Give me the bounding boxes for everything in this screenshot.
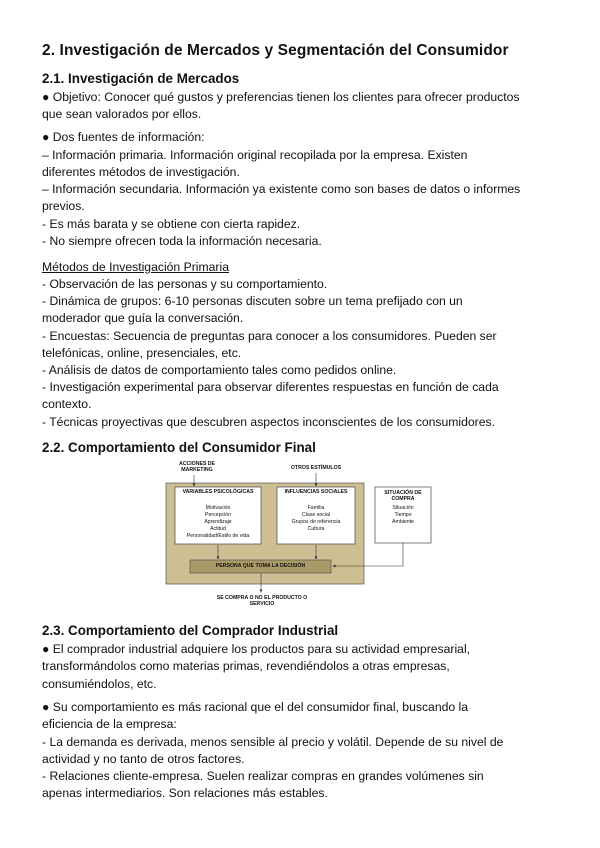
- paragraph-line: – Información primaria. Información original recopilada por la empresa. Existen: [42, 148, 468, 162]
- subsection-title-2-1: 2.1. Investigación de Mercados: [42, 71, 240, 86]
- paragraph-line: apenas intermediarios. Son relaciones más estables.: [42, 786, 328, 800]
- paragraph-line: - Es más barata y se obtiene con cierta rapidez.: [42, 217, 301, 231]
- paragraph-line: - Análisis de datos de comportamiento tales como pedidos online.: [42, 363, 397, 377]
- paragraph-line: - La demanda es derivada, menos sensible al precio y volátil. Depende de su nivel de: [42, 735, 504, 749]
- social-influences-title: INFLUENCIAS SOCIALES: [284, 489, 348, 495]
- paragraph-line: – Información secundaria. Información ya existente como son bases de datos o informes: [42, 182, 521, 196]
- paragraph-line: previos.: [42, 199, 85, 213]
- variable-item: Aprendizaje: [204, 519, 232, 525]
- decision-maker-label: PERSONA QUE TOMA LA DECISIÓN: [215, 563, 306, 569]
- subsection-title-2-2: 2.2. Comportamiento del Consumidor Final: [42, 440, 316, 455]
- subsection-title-2-3: 2.3. Comportamiento del Comprador Industrial: [42, 623, 339, 638]
- situation-item: Ambiente: [392, 519, 414, 525]
- paragraph-line: que sean valorados por ellos.: [42, 107, 202, 121]
- consumer-behavior-diagram: [160, 459, 470, 609]
- other-stimuli-label: OTROS ESTÍMULOS: [290, 465, 342, 471]
- variable-item: Actitud: [210, 526, 226, 532]
- paragraph-line: actividad y no tanto de otros factores.: [42, 752, 245, 766]
- purchase-outcome-label: SE COMPRA O NO EL PRODUCTO O SERVICIO: [216, 595, 308, 608]
- situation-item: Situación: [392, 505, 414, 511]
- variable-item: Percepción: [205, 512, 231, 518]
- psychological-variables-title: VARIABLES PSICOLÓGICAS: [182, 489, 254, 495]
- paragraph-line: transformándolos como materias primas, revendiéndolos a otras empresas,: [42, 659, 450, 673]
- paragraph-line: - Relaciones cliente-empresa. Suelen realizar compras en grandes volúmenes sin: [42, 769, 484, 783]
- paragraph-line: ● Su comportamiento es más racional que el del consumidor final, buscando la: [42, 700, 469, 714]
- paragraph-line: contexto.: [42, 397, 92, 411]
- variable-item: Personalidad/Estilo de vida: [186, 533, 250, 539]
- paragraph-line: telefónicas, online, presenciales, etc.: [42, 346, 242, 360]
- paragraph-line: - No siempre ofrecen toda la información necesaria.: [42, 234, 322, 248]
- paragraph-line: - Investigación experimental para observar diferentes respuestas en función de cada: [42, 380, 499, 394]
- paragraph-line: - Técnicas proyectivas que descubren aspectos inconscientes de los consumidores.: [42, 415, 495, 429]
- paragraph-line: ● Dos fuentes de información:: [42, 130, 205, 144]
- paragraph-line: diferentes métodos de investigación.: [42, 165, 240, 179]
- situation-item: Tiempo: [394, 512, 412, 518]
- influence-item: Grupos de referencia: [291, 519, 341, 525]
- paragraph-line: - Dinámica de grupos: 6-10 personas discuten sobre un tema prefijado con un: [42, 294, 463, 308]
- methods-heading: Métodos de Investigación Primaria: [42, 260, 229, 274]
- paragraph-line: ● El comprador industrial adquiere los productos para su actividad empresarial,: [42, 642, 471, 656]
- section-title: 2. Investigación de Mercados y Segmentación del Consumidor: [42, 42, 509, 59]
- paragraph-line: ● Objetivo: Conocer qué gustos y preferencias tienen los clientes para ofrecer productos: [42, 90, 520, 104]
- paragraph-line: - Encuestas: Secuencia de preguntas para conocer a los consumidores. Pueden ser: [42, 329, 497, 343]
- paragraph-line: consumiéndolos, etc.: [42, 677, 157, 691]
- paragraph-line: moderador que guía la conversación.: [42, 311, 244, 325]
- paragraph-line: eficiencia de la empresa:: [42, 717, 177, 731]
- variable-item: Motivación: [205, 505, 231, 511]
- paragraph-line: - Observación de las personas y su comportamiento.: [42, 277, 328, 291]
- influence-item: Clase social: [302, 512, 330, 518]
- marketing-actions-label: ACCIONES DE MARKETING: [178, 461, 216, 474]
- influence-item: Familia: [307, 505, 325, 511]
- purchase-situation-title: SITUACIÓN DE COMPRA: [384, 490, 422, 503]
- influence-item: Cultura: [307, 526, 325, 532]
